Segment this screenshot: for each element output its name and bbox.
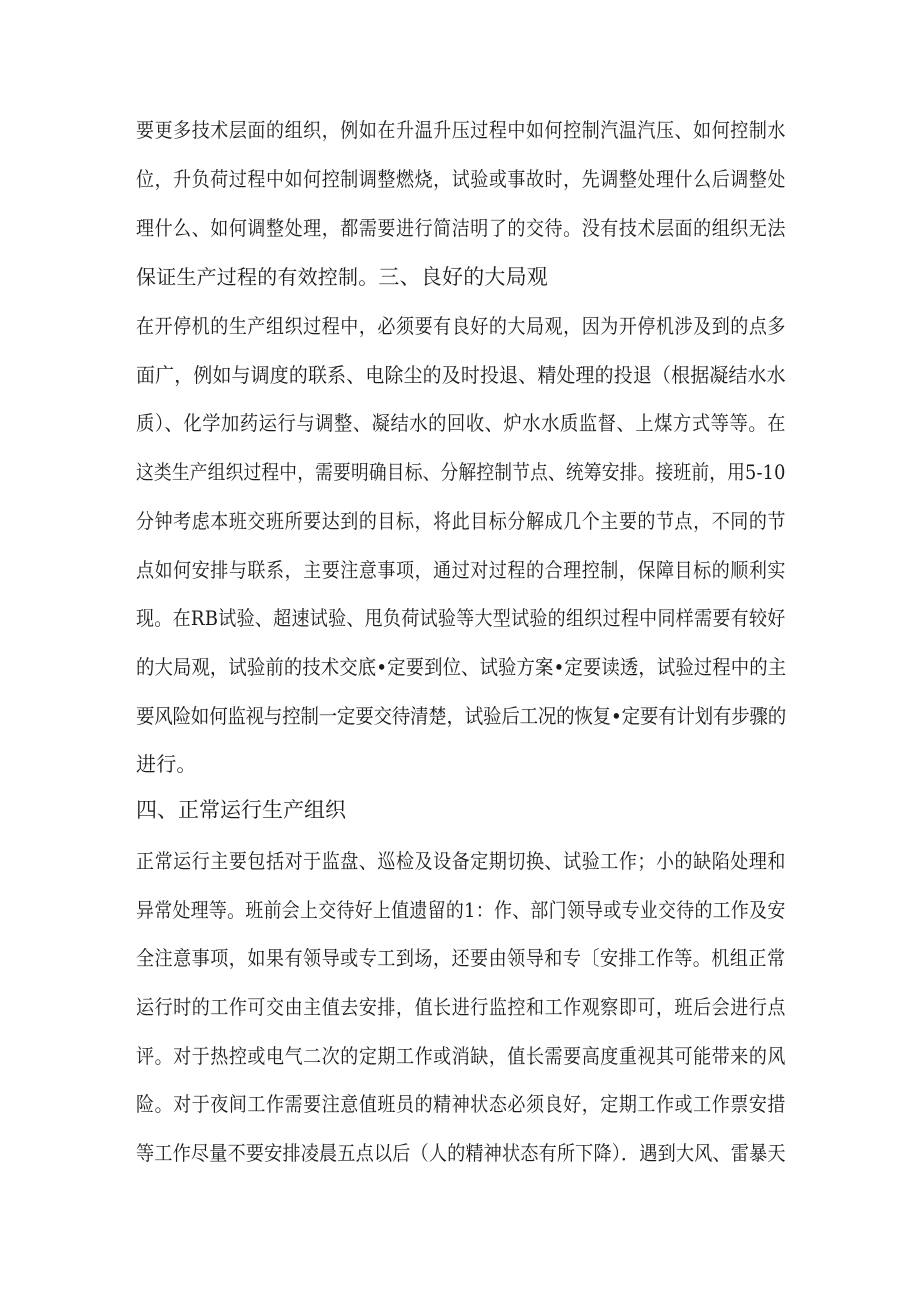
paragraph-1-line-4-text: 保证生产过程的有效控制。 xyxy=(136,265,379,289)
paragraph-3-line-1: 正常运行主要包括对于监盘、巡检及设备定期切换、试验工作；小的缺陷处理和 xyxy=(136,849,786,873)
paragraph-3-line-2: 异常处理等。班前会上交待好上值遗留的1：作、部门领导或专业交待的工作及安 xyxy=(136,898,786,922)
paragraph-1-line-1: 要更多技术层面的组织，例如在升温升压过程中如何控制汽温汽压、如何控制水 xyxy=(136,118,786,142)
section-3-heading: 三、良好的大局观 xyxy=(378,265,549,289)
paragraph-3-line-3: 全注意事项，如果有领导或专工到场，还要由领导和专〔安排工作等。机组正常 xyxy=(136,946,786,970)
paragraph-2-line-2: 面广，例如与调度的联系、电除尘的及时投退、精处理的投退（根据凝结水水 xyxy=(136,363,786,387)
paragraph-2-line-10: 进行。 xyxy=(136,752,197,776)
paragraph-2-line-6: 点如何安排与联系，主要注意事项，通过对过程的合理控制，保障目标的顺利实 xyxy=(136,558,786,582)
paragraph-1-line-4 xyxy=(136,263,548,291)
paragraph-3-line-4: 运行时的工作可交由主值去安排，值长进行监控和工作观察即可，班后会进行点 xyxy=(136,995,786,1019)
paragraph-2-line-5: 分钟考虑本班交班所要达到的目标，将此目标分解成几个主要的节点，不同的节 xyxy=(136,509,786,533)
paragraph-2-line-4: 这类生产组织过程中，需要明确目标、分解控制节点、统筹安排。接班前，用5-10 xyxy=(136,460,786,484)
paragraph-3-line-6: 险。对于夜间工作需要注意值班员的精神状态必须良好，定期工作或工作票安措 xyxy=(136,1092,786,1116)
paragraph-2-line-8: 的大局观，试验前的技术交底•定要到位、试验方案•定要读透，试验过程中的主 xyxy=(136,655,787,679)
paragraph-3-line-5: 评。对于热控或电气二次的定期工作或消缺，值长需要高度重视其可能带来的风 xyxy=(136,1044,786,1068)
paragraph-3-line-7: 等工作尽量不要安排凌晨五点以后（人的精神状态有所下降）．遇到大风、雷暴天 xyxy=(136,1141,786,1165)
section-4-heading: 四、正常运行生产组织 xyxy=(136,798,346,822)
paragraph-2-line-3: 质）、化学加药运行与调整、凝结水的回收、炉水水质监督、上煤方式等等。在 xyxy=(136,411,786,435)
paragraph-1-line-3: 理什么、如何调整处理，都需要进行简洁明了的交待。没有技术层面的组织无法 xyxy=(136,216,786,240)
paragraph-1-line-2: 位，升负荷过程中如何控制调整燃烧，试验或事故时，先调整处理什么后调整处 xyxy=(136,167,786,191)
paragraph-2-line-7: 现。在RB试验、超速试验、甩负荷试验等大型试验的组织过程中同样需要有较好 xyxy=(136,606,786,630)
paragraph-2-line-1: 在开停机的生产组织过程中，必须要有良好的大局观，因为开停机涉及到的点多 xyxy=(136,314,786,338)
paragraph-2-line-9: 要风险如何监视与控制一定要交待清楚，试验后工况的恢复•定要有计划有步骤的 xyxy=(136,704,786,728)
